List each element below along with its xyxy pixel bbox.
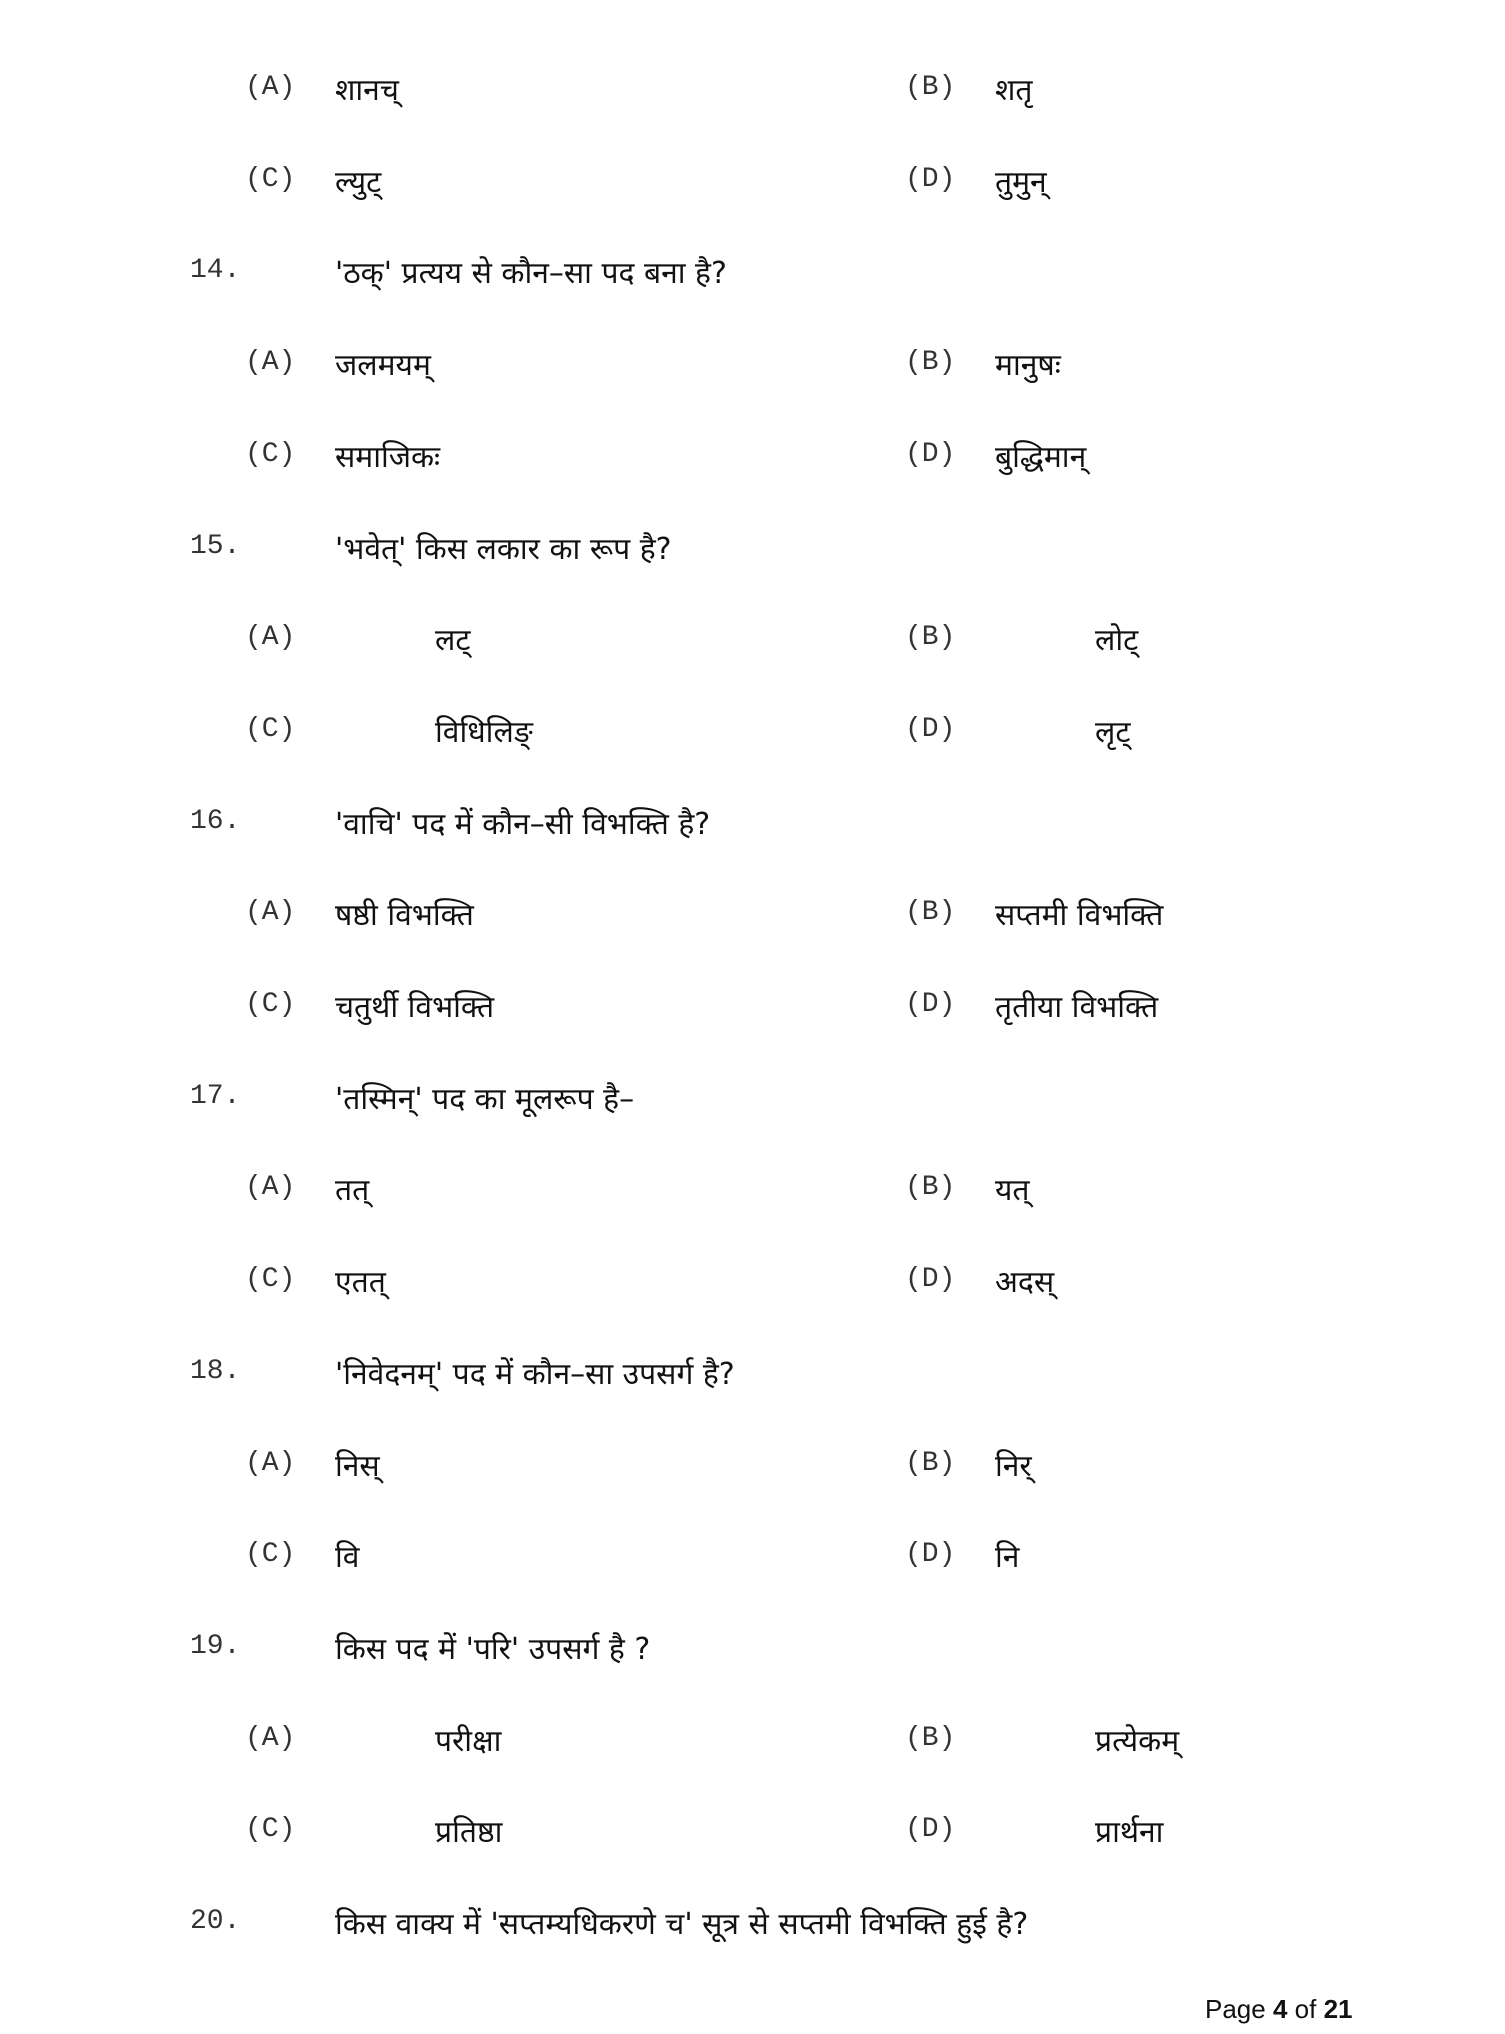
option-text: परीक्षा	[435, 1723, 502, 1759]
option-label: (A)	[245, 1447, 296, 1479]
options-row	[0, 1719, 1505, 1763]
option-label: (B)	[905, 347, 956, 379]
option-text: मानुषः	[995, 348, 1061, 384]
option-label: (B)	[905, 1447, 956, 1479]
question-row	[0, 1627, 1505, 1671]
question-number: 16.	[190, 805, 241, 837]
page-total: 21	[1323, 1994, 1353, 2024]
option-label: (D)	[905, 163, 956, 195]
question-row	[0, 1352, 1505, 1396]
question-text: 'वाचि' पद में कौन–सी विभक्ति है?	[335, 806, 711, 842]
page-footer	[1205, 1994, 1353, 2025]
options-row	[0, 68, 1505, 112]
question-number: 17.	[190, 1080, 241, 1112]
options-row	[0, 618, 1505, 662]
option-label: (D)	[905, 713, 956, 745]
page-current: 4	[1272, 1994, 1288, 2024]
question-row	[0, 1077, 1505, 1121]
option-label: (D)	[905, 1264, 956, 1296]
question-row	[0, 802, 1505, 846]
option-text: तत्	[335, 1173, 370, 1209]
question-number: 18.	[190, 1355, 241, 1387]
page-prefix: Page	[1205, 1994, 1266, 2024]
option-text: प्रत्येकम्	[1095, 1723, 1180, 1759]
option-label: (B)	[905, 72, 956, 103]
option-text: विधिलिङ्	[435, 714, 533, 750]
option-text: समाजिकः	[335, 439, 441, 475]
question-text: किस वाक्य में 'सप्तम्यधिकरणे च' सूत्र से सप्तमी विभक्ति हुई है?	[335, 1907, 1029, 1942]
option-text: बुद्धिमान्	[995, 439, 1087, 475]
option-label: (B)	[905, 622, 956, 654]
options-row	[0, 160, 1505, 204]
option-label: (A)	[245, 72, 296, 103]
option-label: (C)	[245, 1264, 296, 1296]
options-row	[0, 893, 1505, 937]
question-text: किस पद में 'परि' उपसर्ग है ?	[335, 1631, 651, 1667]
option-label: (A)	[245, 347, 296, 379]
question-number: 19.	[190, 1630, 241, 1662]
question-number: 15.	[190, 530, 241, 562]
option-text: एतत्	[335, 1265, 386, 1301]
option-text: लोट्	[1095, 623, 1139, 659]
option-text: वि	[335, 1540, 360, 1576]
option-text: तृतीया विभक्ति	[995, 990, 1159, 1025]
option-text: ल्युट्	[335, 164, 382, 200]
question-text: 'तस्मिन्' पद का मूलरूप है–	[335, 1081, 635, 1117]
options-row	[0, 710, 1505, 754]
option-label: (C)	[245, 1539, 296, 1571]
option-label: (C)	[245, 163, 296, 195]
option-text: षष्ठी विभक्ति	[335, 898, 474, 934]
option-label: (B)	[905, 897, 956, 929]
option-text: निर्	[995, 1448, 1032, 1484]
option-label: (A)	[245, 1172, 296, 1204]
options-row	[0, 1444, 1505, 1488]
option-label: (D)	[905, 989, 956, 1020]
question-number: 20.	[190, 1906, 241, 1937]
option-label: (C)	[245, 438, 296, 470]
option-text: शतृ	[995, 73, 1033, 108]
question-row	[0, 1902, 1505, 1946]
question-text: 'ठक्' प्रत्यय से कौन–सा पद बना है?	[335, 256, 727, 292]
option-text: नि	[995, 1540, 1020, 1576]
question-row	[0, 527, 1505, 571]
options-row	[0, 1535, 1505, 1579]
option-label: (A)	[245, 897, 296, 929]
question-row	[0, 251, 1505, 295]
option-text: अदस्	[995, 1265, 1055, 1301]
option-text: तुमुन्	[995, 164, 1047, 200]
option-text: सप्तमी विभक्ति	[995, 898, 1164, 934]
options-row	[0, 1260, 1505, 1304]
option-text: जलमयम्	[335, 348, 431, 384]
option-label: (D)	[905, 1814, 956, 1846]
option-label: (A)	[245, 622, 296, 654]
option-label: (C)	[245, 713, 296, 745]
option-label: (B)	[905, 1172, 956, 1204]
option-label: (C)	[245, 1814, 296, 1846]
option-text: लृट्	[1095, 714, 1131, 750]
question-text: 'निवेदनम्' पद में कौन–सा उपसर्ग है?	[335, 1356, 735, 1392]
options-row	[0, 1168, 1505, 1212]
option-text: शानच्	[335, 73, 399, 108]
option-label: (D)	[905, 1539, 956, 1571]
option-text: निस्	[335, 1448, 380, 1484]
option-label: (A)	[245, 1722, 296, 1754]
option-label: (C)	[245, 989, 296, 1020]
option-label: (B)	[905, 1722, 956, 1754]
option-text: चतुर्थी विभक्ति	[335, 990, 495, 1025]
option-text: प्रार्थना	[1095, 1815, 1164, 1851]
option-text: प्रतिष्ठा	[435, 1815, 503, 1851]
option-label: (D)	[905, 438, 956, 470]
options-row	[0, 435, 1505, 479]
options-row	[0, 985, 1505, 1029]
options-row	[0, 343, 1505, 387]
question-number: 14.	[190, 255, 241, 287]
options-row	[0, 1810, 1505, 1854]
page-of: of	[1294, 1994, 1317, 2024]
option-text: लट्	[435, 623, 471, 659]
question-text: 'भवेत्' किस लकार का रूप है?	[335, 531, 672, 567]
option-text: यत्	[995, 1173, 1030, 1209]
